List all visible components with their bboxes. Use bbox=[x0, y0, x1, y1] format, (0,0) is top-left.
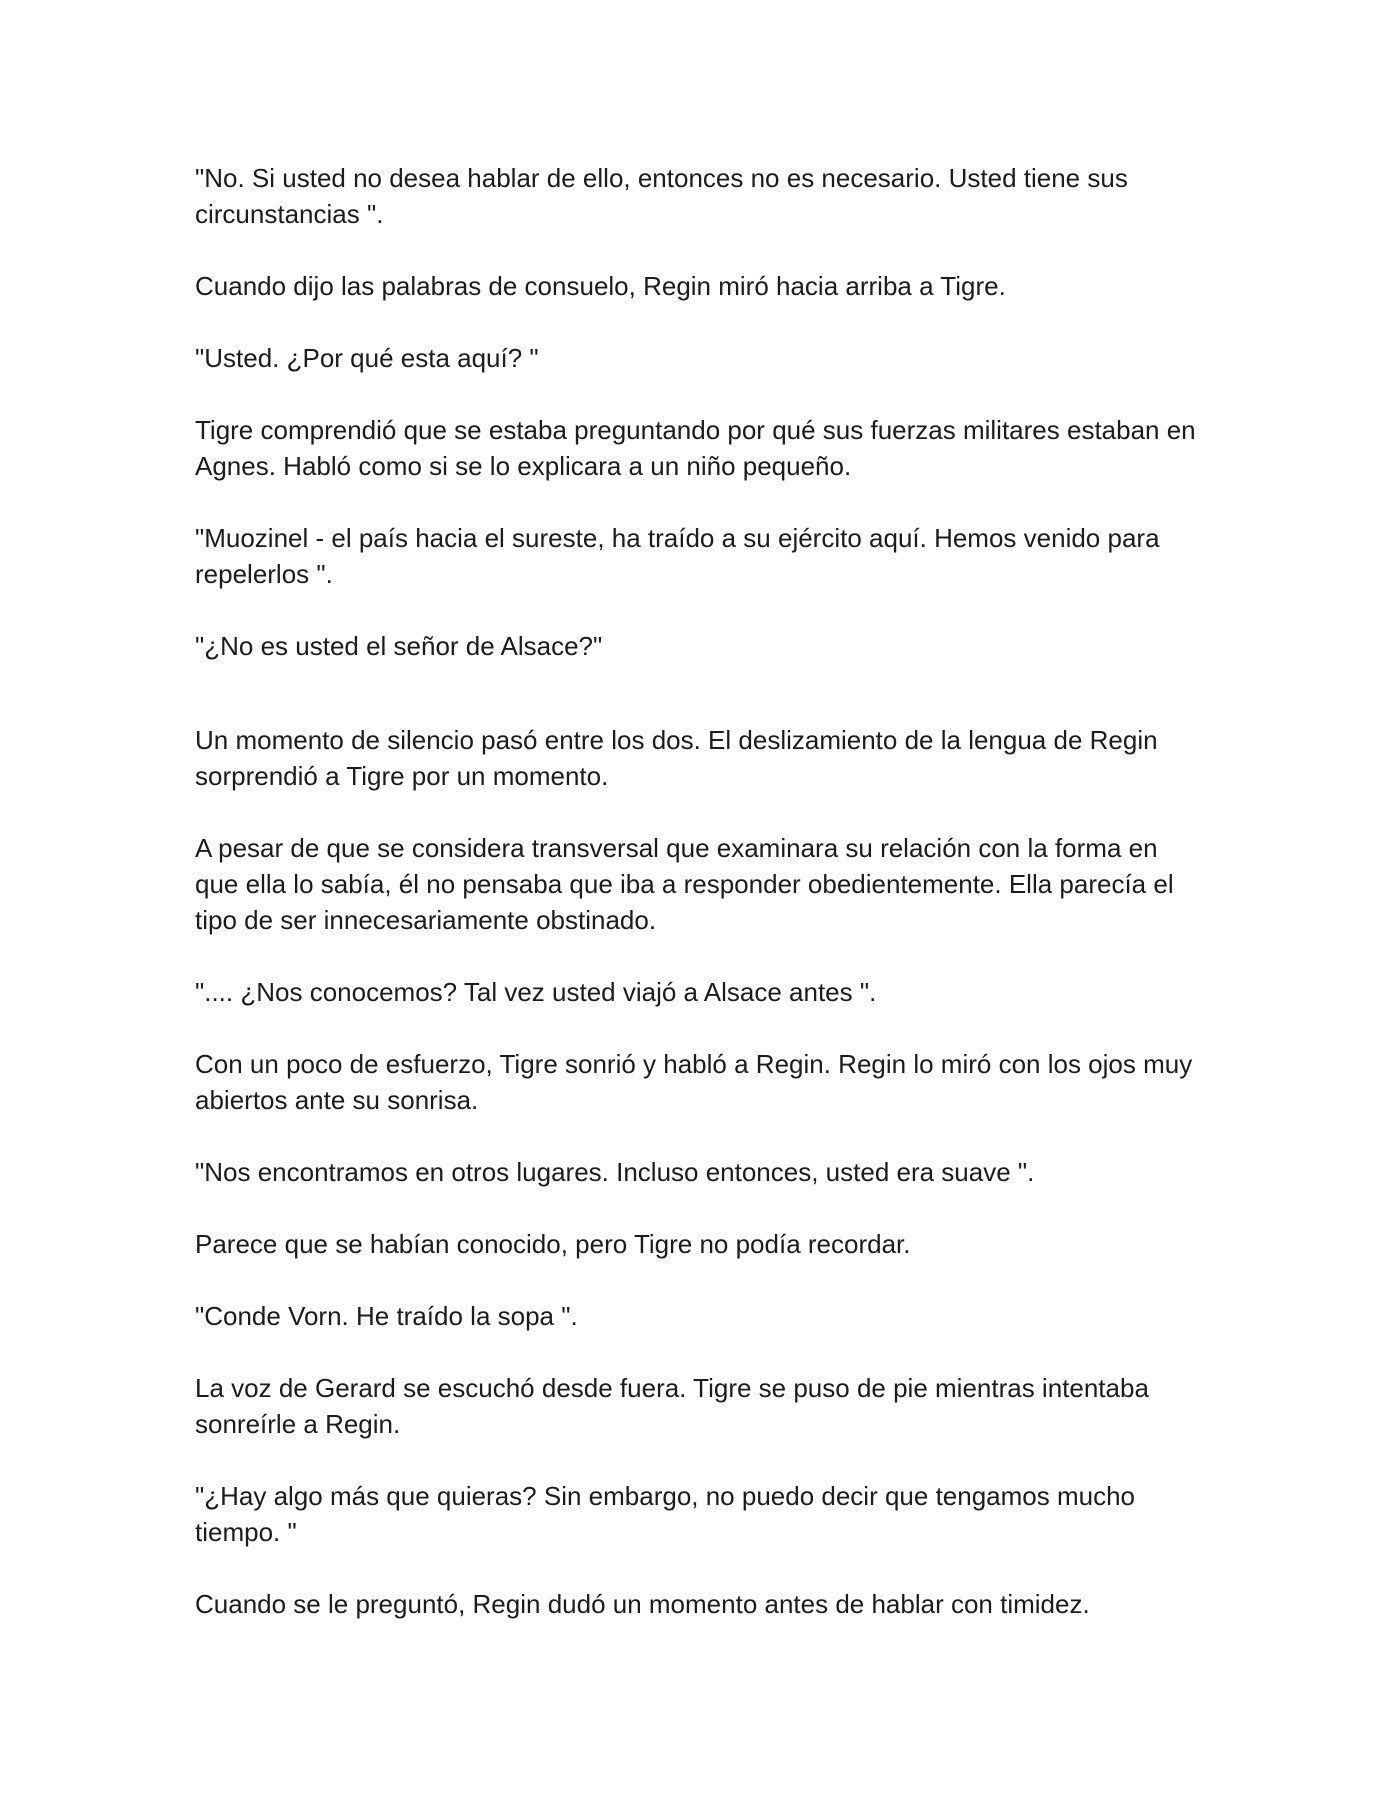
paragraph: "¿No es usted el señor de Alsace?" bbox=[195, 631, 603, 661]
paragraph: Tigre comprendió que se estaba preguntando por qué sus fuerzas militares estaban en Agnes. Habló como si se lo explicara a un niño pequeño. bbox=[195, 415, 1196, 481]
paragraph: Un momento de silencio pasó entre los dos. El deslizamiento de la lengua de Regin sorprendió a Tigre por un momento. bbox=[195, 725, 1158, 791]
paragraph: Cuando se le preguntó, Regin dudó un momento antes de hablar con timidez. bbox=[195, 1589, 1090, 1619]
paragraph: Parece que se habían conocido, pero Tigre no podía recordar. bbox=[195, 1229, 911, 1259]
paragraph: "No. Si usted no desea hablar de ello, entonces no es necesario. Usted tiene sus circunstancias ". bbox=[195, 163, 1128, 229]
paragraph: "¿Hay algo más que quieras? Sin embargo, no puedo decir que tengamos mucho tiempo. " bbox=[195, 1481, 1136, 1547]
paragraph: "Muozinel - el país hacia el sureste, ha traído a su ejército aquí. Hemos venido para repelerlos ". bbox=[195, 523, 1160, 589]
paragraph: "Usted. ¿Por qué esta aquí? " bbox=[195, 343, 539, 373]
document-body bbox=[195, 160, 1205, 1658]
paragraph: Con un poco de esfuerzo, Tigre sonrió y habló a Regin. Regin lo miró con los ojos muy abiertos ante su sonrisa. bbox=[195, 1049, 1193, 1115]
paragraph: Cuando dijo las palabras de consuelo, Regin miró hacia arriba a Tigre. bbox=[195, 271, 1006, 301]
paragraph: A pesar de que se considera transversal que examinara su relación con la forma en que ella lo sabía, él no pensaba que iba a responder obedientemente. Ella parecía el tipo de ser innecesariamente obstinado. bbox=[195, 833, 1174, 935]
paragraph: "Conde Vorn. He traído la sopa ". bbox=[195, 1301, 578, 1331]
paragraph: "Nos encontramos en otros lugares. Incluso entonces, usted era suave ". bbox=[195, 1157, 1035, 1187]
paragraph: La voz de Gerard se escuchó desde fuera. Tigre se puso de pie mientras intentaba sonreírle a Regin. bbox=[195, 1373, 1149, 1439]
paragraph: ".... ¿Nos conocemos? Tal vez usted viajó a Alsace antes ". bbox=[195, 977, 877, 1007]
